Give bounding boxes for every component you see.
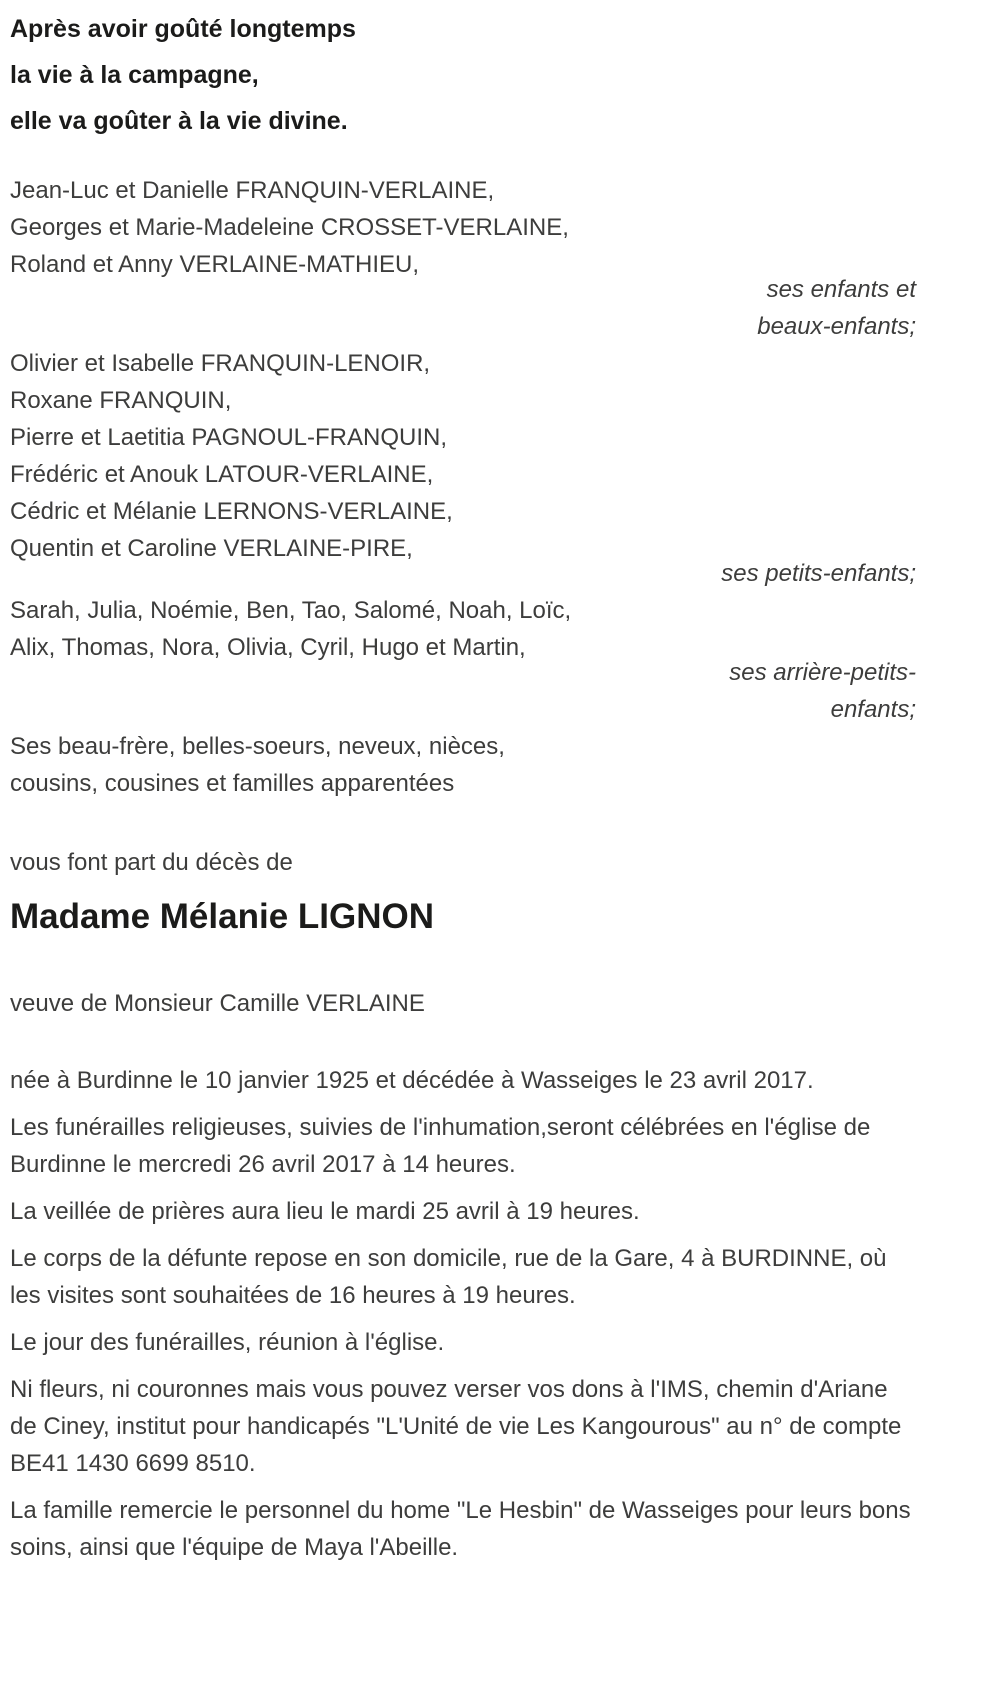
name-line: Quentin et Caroline VERLAINE-PIRE,: [10, 535, 413, 562]
detail-paragraph-birth-death: née à Burdinne le 10 janvier 1925 et décédée à Wasseiges le 23 avril 2017.: [10, 1067, 814, 1094]
role-label-line: ses petits-enfants;: [721, 560, 916, 587]
role-label-line: enfants;: [830, 696, 916, 723]
relatives-line: Ses beau-frère, belles-soeurs, neveux, nièces,: [10, 733, 505, 760]
relatives-line: cousins, cousines et familles apparentées: [10, 770, 455, 797]
announcement-intro: vous font part du décès de: [10, 849, 293, 876]
role-label-line: ses enfants et: [766, 276, 916, 303]
name-line: Sarah, Julia, Noémie, Ben, Tao, Salomé, Noah, Loïc,: [10, 597, 572, 624]
role-label-line: ses arrière-petits-: [729, 659, 916, 686]
epitaph: [10, 6, 916, 144]
detail-paragraph-donations: Ni fleurs, ni couronnes mais vous pouvez verser vos dons à l'IMS, chemin d'Ariane de Ciney, institut pour handicapés "L'Unité de vie Les Kangourous" au n° de compte BE41 1430 6699 8510.: [10, 1376, 902, 1477]
epitaph-line: la vie à la campagne,: [10, 61, 259, 89]
detail-paragraph-visitation: Le corps de la défunte repose en son domicile, rue de la Gare, 4 à BURDINNE, où les visites sont souhaitées de 16 heures à 19 heures.: [10, 1245, 887, 1309]
name-line: Roxane FRANQUIN,: [10, 387, 232, 414]
detail-paragraph-thanks: La famille remercie le personnel du home "Le Hesbin" de Wasseiges pour leurs bons soins, ainsi que l'équipe de Maya l'Abeille.: [10, 1497, 911, 1561]
details-section: [10, 1062, 916, 1566]
grandchildren-names: [10, 345, 916, 567]
name-line: Cédric et Mélanie LERNONS-VERLAINE,: [10, 498, 453, 525]
children-names: [10, 172, 916, 283]
name-line: Alix, Thomas, Nora, Olivia, Cyril, Hugo et Martin,: [10, 634, 526, 661]
detail-paragraph-funeral: Les funérailles religieuses, suivies de l'inhumation,seront célébrées en l'église de Burdinne le mercredi 26 avril 2017 à 14 heures.: [10, 1114, 871, 1178]
name-line: Roland et Anny VERLAINE-MATHIEU,: [10, 251, 420, 278]
name-line: Olivier et Isabelle FRANQUIN-LENOIR,: [10, 350, 431, 377]
role-label-line: beaux-enfants;: [757, 313, 916, 340]
epitaph-line: elle va goûter à la vie divine.: [10, 107, 348, 135]
detail-paragraph-vigil: La veillée de prières aura lieu le mardi 25 avril à 19 heures.: [10, 1198, 640, 1225]
epitaph-line: Après avoir goûté longtemps: [10, 15, 356, 43]
widow-line: veuve de Monsieur Camille VERLAINE: [10, 990, 425, 1017]
name-line: Frédéric et Anouk LATOUR-VERLAINE,: [10, 461, 434, 488]
deceased-name: Madame Mélanie LIGNON: [10, 897, 434, 936]
name-line: Georges et Marie-Madeleine CROSSET-VERLAINE,: [10, 214, 569, 241]
relatives-lines: [10, 728, 916, 802]
name-line: Jean-Luc et Danielle FRANQUIN-VERLAINE,: [10, 177, 495, 204]
name-line: Pierre et Laetitia PAGNOUL-FRANQUIN,: [10, 424, 448, 451]
detail-paragraph-meeting: Le jour des funérailles, réunion à l'église.: [10, 1329, 445, 1356]
